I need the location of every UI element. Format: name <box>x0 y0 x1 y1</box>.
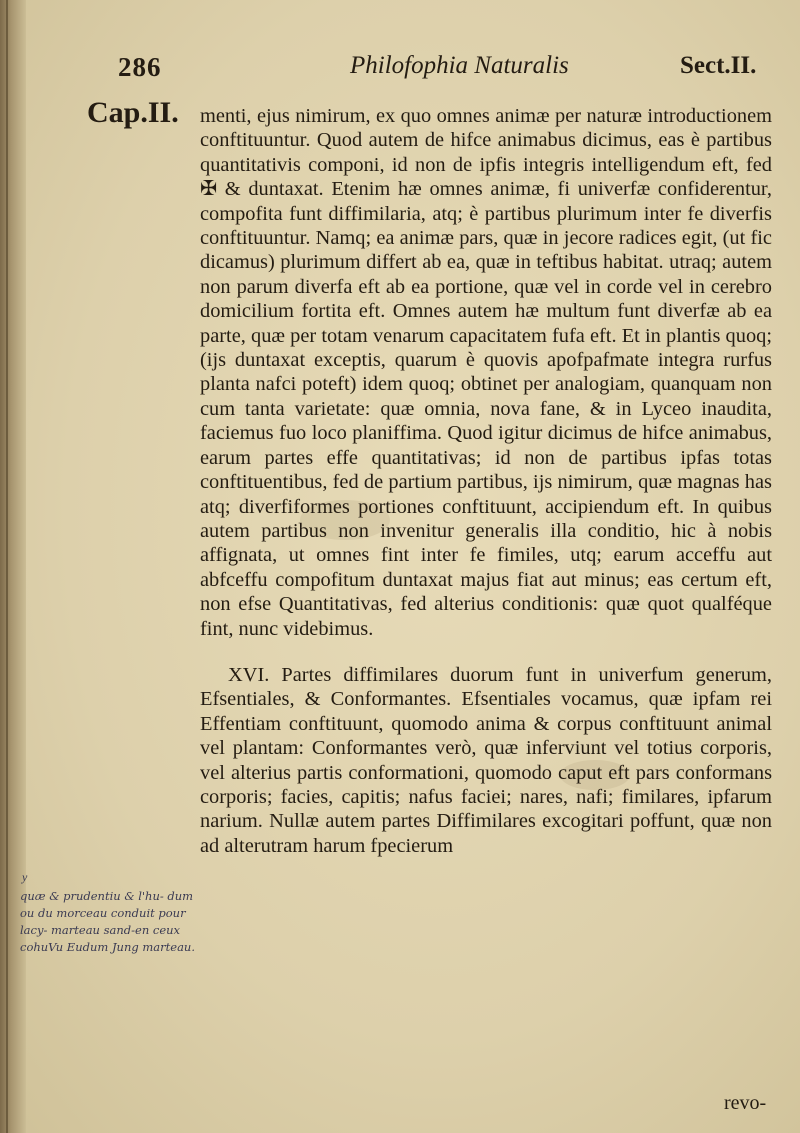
running-head <box>0 52 800 92</box>
page-number: 286 <box>118 52 162 82</box>
paragraph-spacer <box>200 641 772 663</box>
chapter-marker: Cap.II. <box>87 96 179 129</box>
section-label: Sect.II. <box>680 52 757 79</box>
paragraph-1: menti, ejus nimirum, ex quo omnes animæ per naturæ introductionem conftituuntur. Quod autem de hifce animabus dicimus, eas è partibus quantitativis componi, id non de ipfis integris intelligendum eft, fed ✠ & duntaxat. Etenim hæ omnes animæ, fi univerfæ confiderentur, compofita funt diffimilaria, atq; è partibus plurimum inter fe diverfis conftituuntur. Namq; ea animæ pars, quæ in jecore radices egit, (ut fic dicamus) plurimum differt ab ea, quæ in teftibus habitat. utraq; autem non parum diverfa eft ab ea portione, quæ vel in corde vel in cerebro domicilium fortita eft. Omnes autem hæ multum funt diverfæ ab ea parte, quæ per totam venarum capacitatem fufa eft. Et in plantis quoq; (ijs duntaxat exceptis, quarum è quovis apofpafmate integra rurfus planta nafci poteft) idem quoq; obtinet per analogiam, quanquam non cum tanta varietate: quæ omnia, nova fane, & in Lyceo inaudita, faciemus fuo loco planiffima. Quod igitur dicimus de hifce animabus, earum partes effe quantitativas; id non de partibus ipfas totas conftituentibus, fed de partium partibus, ijs nimirum, quæ magnas has atq; diverfiformes portiones conftituunt, accipiendum eft. In quibus autem partibus non invenitur generalis illa conditio, hic à nobis affignata, ut omnes fint inter fe fimiles, utq; earum acceffu aut abfceffu compofitum duntaxat majus fiat aut minus; eas certum eft, non efse Quantitativas, fed alterius conditionis: quæ quot qualféque fint, nunc videbimus. <box>200 105 772 640</box>
running-title: Philofophia Naturalis <box>350 52 569 79</box>
handwritten-marginal-note: quæ & prudentiu & l'hu- dum ou du morceau conduit pour lacy- marteau sand-en ceux cohuVu Eudum Jung marteau. <box>20 889 195 954</box>
paragraph-2: XVI. Partes diffimilares duorum funt in univerfum generum, Efsentiales, & Conformantes. Efsentiales vocamus, quæ ipfam rei Effentiam conftituunt, quomodo anima & corpus conftituunt animal vel plantam: Conformantes verò, quæ inferviunt vel totius corporis, vel alterius partis conformationi, quomodo caput eft pars conformans corporis; facies, capitis; nafus faciei; nares, nafi; fimilares, ipfarum narium. Nullæ autem partes Diffimilares excogitari poffunt, quæ non ad alterutram harum fpecierum <box>200 663 772 857</box>
catchword: revo- <box>724 1092 767 1114</box>
marginal-mark: y <box>22 870 28 884</box>
gutter-edge-line <box>6 0 8 1133</box>
main-text-block <box>200 104 772 858</box>
binding-gutter <box>0 0 26 1133</box>
